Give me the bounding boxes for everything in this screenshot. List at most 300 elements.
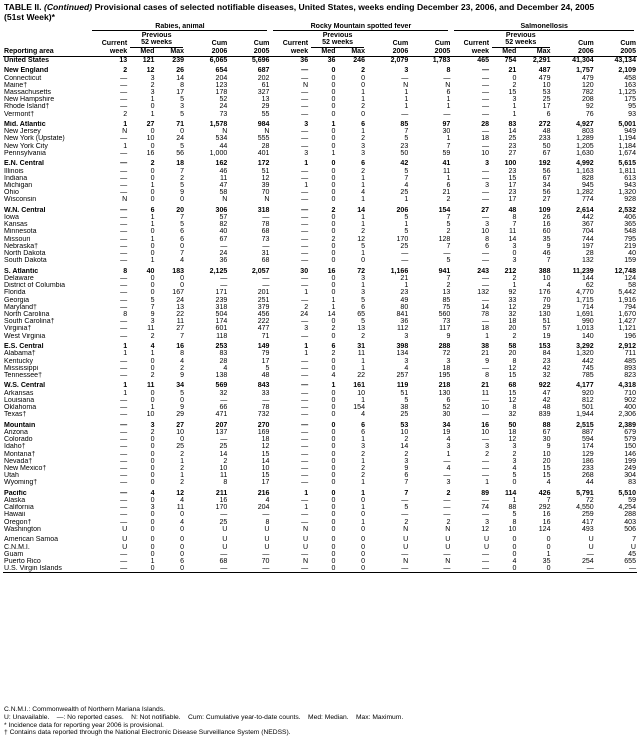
value-cell: 12 <box>146 67 155 75</box>
value-cell: 4 <box>546 479 551 487</box>
value-cell: 29 <box>176 411 185 419</box>
value-cell: — <box>301 364 309 372</box>
value-cell: 36 <box>327 56 336 64</box>
value-cell: 1,715 <box>576 296 594 304</box>
value-cell: 57 <box>219 214 228 222</box>
value-cell: 70 <box>542 296 551 304</box>
value-cell: N <box>222 128 228 136</box>
table-row <box>3 436 637 443</box>
region-row <box>3 343 637 350</box>
value-cell: 2 <box>446 228 451 236</box>
value-cell: 10 <box>481 228 490 236</box>
value-cell: 0 <box>150 228 155 236</box>
value-cell: 0 <box>361 525 366 533</box>
reporting-area-cell: Iowa <box>4 214 19 222</box>
value-cell: 174 <box>581 443 594 451</box>
value-cell: 0 <box>331 135 336 143</box>
value-cell: — <box>366 565 409 573</box>
value-cell: 73 <box>261 235 270 243</box>
value-cell: 990 <box>581 318 594 326</box>
table-row <box>3 82 637 89</box>
value-cell: — <box>301 396 309 404</box>
value-cell: 0 <box>331 214 336 222</box>
value-cell: 27 <box>481 206 490 214</box>
value-cell: 128 <box>438 235 451 243</box>
value-cell: 5 <box>180 96 185 104</box>
value-cell: — <box>482 250 490 258</box>
value-cell: 172 <box>257 160 270 168</box>
value-cell: 0 <box>331 181 336 189</box>
value-cell: 0 <box>180 274 185 282</box>
value-cell: — <box>482 296 490 304</box>
value-cell: 195 <box>438 371 451 379</box>
table-row <box>3 103 637 110</box>
value-cell: 401 <box>257 149 270 157</box>
value-cell: 0 <box>180 128 185 136</box>
value-cell: 5,001 <box>618 121 636 129</box>
value-cell: 4 <box>446 464 451 472</box>
reporting-area-cell: Pennsylvania <box>4 149 46 157</box>
value-cell: 67 <box>219 235 228 243</box>
value-cell: 73 <box>442 318 451 326</box>
value-cell: 2 <box>150 332 155 340</box>
value-cell: 14 <box>176 74 185 82</box>
value-cell: 1,811 <box>618 167 636 175</box>
value-cell: N <box>445 525 451 533</box>
value-cell: 239 <box>172 56 185 64</box>
value-cell: 0 <box>546 543 551 551</box>
value-cell: 2 <box>404 436 409 444</box>
value-cell: 0 <box>150 250 155 258</box>
value-cell: 928 <box>624 196 636 204</box>
value-cell: 8 <box>180 81 185 89</box>
value-cell: 1 <box>304 160 309 168</box>
value-cell: 206 <box>396 206 409 214</box>
value-cell: 50 <box>508 421 517 429</box>
value-cell: 59 <box>628 497 636 505</box>
value-cell: 56 <box>542 189 551 197</box>
value-cell: 270 <box>257 421 270 429</box>
value-cell: 11 <box>357 350 366 358</box>
value-cell: 163 <box>624 81 636 89</box>
value-cell: 0 <box>361 81 366 89</box>
value-cell: — <box>301 421 309 429</box>
reporting-area-cell: Michigan <box>4 181 33 189</box>
value-cell: 92 <box>585 103 594 111</box>
value-cell: 2 <box>331 206 336 214</box>
value-cell: U <box>122 525 128 533</box>
value-cell: — <box>482 436 490 444</box>
value-cell: 2,389 <box>618 421 636 429</box>
table-row <box>3 551 637 558</box>
value-cell: — <box>451 565 490 573</box>
value-cell: 44 <box>585 479 594 487</box>
value-cell: 78 <box>261 221 270 229</box>
value-cell: 687 <box>257 67 270 75</box>
value-cell: — <box>443 497 451 505</box>
value-cell: 754 <box>504 56 517 64</box>
value-cell: 89 <box>481 489 490 497</box>
value-cell: 3 <box>512 257 517 265</box>
title-text: Provisional cases of selected notifiable diseases, United States, weeks ending December 23, 2006, and December 24, 2005 <box>94 2 595 12</box>
value-cell: 1,166 <box>390 267 409 275</box>
value-cell: — <box>301 196 309 204</box>
value-cell: 9 <box>180 371 185 379</box>
value-cell: 548 <box>624 228 636 236</box>
value-cell: 318 <box>215 303 228 311</box>
year-2005-header: 2005 <box>228 48 270 57</box>
value-cell: U <box>264 543 270 551</box>
value-cell: 365 <box>624 221 636 229</box>
reporting-area-cell: Idaho† <box>4 443 26 451</box>
value-cell: 32 <box>542 371 551 379</box>
reporting-area-cell: Maine† <box>4 81 28 89</box>
table-row <box>3 497 637 504</box>
value-cell: 8 <box>512 357 517 365</box>
year-2006-header: 2006 <box>366 48 409 57</box>
table-row <box>3 175 637 182</box>
value-cell: 132 <box>581 257 594 265</box>
value-cell: 0 <box>361 536 366 544</box>
value-cell: 0 <box>150 174 155 182</box>
value-cell: 458 <box>624 74 636 82</box>
value-cell: 15 <box>261 450 270 458</box>
value-cell: 3 <box>446 443 451 451</box>
value-cell: 60 <box>542 228 551 236</box>
value-cell: 5,696 <box>251 56 270 64</box>
value-cell: N <box>403 557 409 565</box>
value-cell: 53 <box>542 88 551 96</box>
value-cell: 25 <box>176 443 185 451</box>
value-cell: 10 <box>146 411 155 419</box>
value-cell: — <box>482 167 490 175</box>
value-cell: 6 <box>485 242 490 250</box>
value-cell: 984 <box>257 121 270 129</box>
reporting-area-cell: Nebraska† <box>4 242 39 250</box>
reporting-area-cell: Pacific <box>4 489 27 497</box>
value-cell: 1 <box>361 174 366 182</box>
reporting-area-cell: Vermont† <box>4 110 35 118</box>
value-cell: 902 <box>624 396 636 404</box>
value-cell: 68 <box>508 382 517 390</box>
value-cell: 47 <box>219 181 228 189</box>
value-cell: 23 <box>508 142 517 150</box>
value-cell: 16 <box>176 343 185 351</box>
header-row-columns <box>3 48 637 57</box>
value-cell: 2,109 <box>618 67 636 75</box>
value-cell: 1 <box>404 103 409 111</box>
value-cell: — <box>270 565 309 573</box>
value-cell: — <box>120 421 128 429</box>
value-cell: 5 <box>404 167 409 175</box>
value-cell: 2 <box>180 364 185 372</box>
value-cell: 8 <box>180 350 185 358</box>
value-cell: 0 <box>331 167 336 175</box>
table-row <box>3 350 637 357</box>
value-cell: U <box>264 536 270 544</box>
value-cell: 1 <box>150 181 155 189</box>
footnote-legend: U: Unavailable. —: No reported cases. N: Not notifiable. Cum: Cumulative year-to-date counts. Med: Median. Max: Maximum. <box>4 713 404 721</box>
value-cell: 5 <box>361 318 366 326</box>
value-cell: — <box>301 88 309 96</box>
value-cell: 0 <box>361 557 366 565</box>
value-cell: — <box>301 411 309 419</box>
value-cell: — <box>301 167 309 175</box>
value-cell: 13 <box>261 96 270 104</box>
value-cell: 0 <box>331 81 336 89</box>
year-2005-header: 2005 <box>409 48 451 57</box>
table-row <box>3 404 637 411</box>
value-cell: 25 <box>542 96 551 104</box>
value-cell: 7 <box>546 257 551 265</box>
value-cell: 555 <box>257 135 270 143</box>
value-cell: 0 <box>331 464 336 472</box>
value-cell: 1 <box>123 121 128 129</box>
reporting-area-cell: Hawaii <box>4 511 26 519</box>
value-cell: 1 <box>180 457 185 465</box>
value-cell: 5 <box>361 242 366 250</box>
value-cell: 0 <box>331 364 336 372</box>
value-cell: 57 <box>542 325 551 333</box>
value-cell: 1 <box>150 214 155 222</box>
value-cell: 15 <box>508 371 517 379</box>
value-cell: 33 <box>261 389 270 397</box>
value-cell: 259 <box>581 511 594 519</box>
previous-label: Previous <box>505 32 536 40</box>
value-cell: 3 <box>512 457 517 465</box>
value-cell: 0 <box>150 167 155 175</box>
table-row <box>3 111 637 118</box>
value-cell: 243 <box>477 267 490 275</box>
value-cell: 0 <box>512 550 517 558</box>
value-cell: 0 <box>331 128 336 136</box>
value-cell: 233 <box>538 135 551 143</box>
reporting-area-cell: Ohio <box>4 189 19 197</box>
value-cell: 1,184 <box>618 142 636 150</box>
value-cell: 171 <box>215 289 228 297</box>
value-cell: 5 <box>404 396 409 404</box>
value-cell: 35 <box>542 557 551 565</box>
value-cell: — <box>301 206 309 214</box>
value-cell: 23 <box>542 357 551 365</box>
value-cell: 945 <box>581 181 594 189</box>
value-cell: — <box>120 228 128 236</box>
value-cell: 1 <box>123 343 128 351</box>
value-cell: 154 <box>353 404 366 412</box>
value-cell: 7 <box>446 274 451 282</box>
reporting-area-cell: Mountain <box>4 421 36 429</box>
value-cell: 159 <box>624 257 636 265</box>
value-cell: 304 <box>624 472 636 480</box>
value-cell: 3 <box>361 289 366 297</box>
value-cell: 58 <box>508 343 517 351</box>
value-cell: U <box>403 543 409 551</box>
value-cell: — <box>301 450 309 458</box>
value-cell: — <box>301 110 309 118</box>
value-cell: 2 <box>446 196 451 204</box>
value-cell: 3 <box>512 96 517 104</box>
value-cell: 1 <box>361 181 366 189</box>
footnotes <box>4 706 636 737</box>
table-row <box>3 526 637 533</box>
region-row <box>3 382 637 389</box>
value-cell: — <box>443 472 451 480</box>
value-cell: 388 <box>538 267 551 275</box>
value-cell: 153 <box>538 343 551 351</box>
value-cell: 14 <box>357 206 366 214</box>
value-cell: 30 <box>542 436 551 444</box>
region-row <box>3 56 637 64</box>
value-cell: 11 <box>219 472 228 480</box>
value-cell: 20 <box>176 206 185 214</box>
value-cell: 53 <box>400 421 409 429</box>
table-row <box>3 451 637 458</box>
value-cell: 42 <box>542 364 551 372</box>
value-cell: 7 <box>446 142 451 150</box>
value-cell: 0 <box>331 332 336 340</box>
value-cell: 1,013 <box>576 325 594 333</box>
value-cell: 0 <box>331 142 336 150</box>
value-cell: 71 <box>176 121 185 129</box>
value-cell: 406 <box>624 214 636 222</box>
value-cell: 8 <box>485 371 490 379</box>
table-row <box>3 96 637 103</box>
value-cell: 124 <box>624 274 636 282</box>
value-cell: 3 <box>512 443 517 451</box>
value-cell: 74 <box>481 504 490 512</box>
value-cell: 1 <box>404 282 409 290</box>
value-cell: — <box>482 196 490 204</box>
value-cell: N <box>403 525 409 533</box>
value-cell: 1 <box>304 350 309 358</box>
value-cell: U <box>264 525 270 533</box>
value-cell: 0 <box>150 396 155 404</box>
value-cell: 0 <box>150 543 155 551</box>
value-cell: 9 <box>546 443 551 451</box>
group-salmonellosis: Salmonellosis <box>454 23 634 31</box>
value-cell: 943 <box>624 181 636 189</box>
value-cell: 0 <box>331 257 336 265</box>
value-cell: 70 <box>261 557 270 565</box>
table-row <box>3 128 637 135</box>
value-cell: 3 <box>485 443 490 451</box>
table-title <box>4 2 636 22</box>
value-cell: 0 <box>512 74 517 82</box>
value-cell: 19 <box>442 428 451 436</box>
value-cell: 42 <box>542 396 551 404</box>
value-cell: 2 <box>150 160 155 168</box>
value-cell: — <box>443 511 451 519</box>
value-cell: 222 <box>257 318 270 326</box>
value-cell: 2 <box>331 235 336 243</box>
value-cell: — <box>120 274 128 282</box>
value-cell: 10 <box>542 81 551 89</box>
value-cell: 175 <box>624 96 636 104</box>
value-cell: 5 <box>404 228 409 236</box>
value-cell: 2 <box>361 167 366 175</box>
value-cell: 782 <box>581 88 594 96</box>
reporting-area-cell: E.S. Central <box>4 343 44 351</box>
value-cell: 744 <box>581 235 594 243</box>
value-cell: — <box>262 274 270 282</box>
value-cell: 2,057 <box>251 267 270 275</box>
reporting-area-cell: Florida <box>4 289 26 297</box>
value-cell: — <box>120 250 128 258</box>
value-cell: 22 <box>176 311 185 318</box>
value-cell: 13 <box>119 56 128 64</box>
value-cell: 0 <box>361 257 366 265</box>
value-cell: 15 <box>261 472 270 480</box>
value-cell: 8 <box>223 479 228 487</box>
value-cell: — <box>482 189 490 197</box>
value-cell: 21 <box>400 274 409 282</box>
value-cell: 80 <box>400 303 409 311</box>
value-cell: 208 <box>581 96 594 104</box>
reporting-area-cell: California <box>4 504 34 512</box>
value-cell: 0 <box>180 396 185 404</box>
value-cell: 24 <box>219 103 228 111</box>
value-cell: 58 <box>219 189 228 197</box>
value-cell: 0 <box>331 450 336 458</box>
value-cell: 1,630 <box>576 149 594 157</box>
value-cell: — <box>120 357 128 365</box>
reporting-area-cell: Alabama† <box>4 350 36 358</box>
value-cell: 10 <box>481 404 490 412</box>
value-cell: 32 <box>219 389 228 397</box>
value-cell: — <box>89 565 128 573</box>
value-cell: 4 <box>546 282 551 290</box>
value-cell: 9 <box>150 311 155 318</box>
value-cell: 6 <box>361 428 366 436</box>
value-cell: — <box>120 303 128 311</box>
reporting-area-cell: Montana† <box>4 450 36 458</box>
value-cell: 3 <box>404 457 409 465</box>
value-cell: 3 <box>361 443 366 451</box>
reporting-area-cell: Colorado <box>4 436 33 444</box>
value-cell: 887 <box>581 428 594 436</box>
value-cell: 268 <box>581 472 594 480</box>
value-cell: 465 <box>477 56 490 64</box>
value-cell: 2,079 <box>390 56 409 64</box>
value-cell: 794 <box>624 303 636 311</box>
value-cell: 7 <box>512 221 517 229</box>
value-cell: — <box>401 110 409 118</box>
value-cell: — <box>120 181 128 189</box>
value-cell: — <box>443 504 451 512</box>
value-cell: 0 <box>331 110 336 118</box>
value-cell: U <box>222 536 228 544</box>
value-cell: 1 <box>361 96 366 104</box>
value-cell: 204 <box>215 74 228 82</box>
value-cell: 55 <box>261 110 270 118</box>
value-cell: 941 <box>438 267 451 275</box>
value-cell: 426 <box>538 489 551 497</box>
cum-label: Cum <box>578 39 594 47</box>
value-cell: 0 <box>180 436 185 444</box>
value-cell: 2 <box>361 103 366 111</box>
value-cell: 0 <box>331 497 336 505</box>
value-cell: — <box>120 189 128 197</box>
table-row <box>3 75 637 82</box>
header-row-previous <box>3 32 637 39</box>
value-cell: 0 <box>180 511 185 519</box>
table-row <box>3 236 637 243</box>
value-cell: 12,748 <box>614 267 636 275</box>
table-body <box>3 56 637 573</box>
value-cell: 534 <box>215 135 228 143</box>
value-cell: — <box>482 364 490 372</box>
value-cell: 68 <box>261 228 270 236</box>
